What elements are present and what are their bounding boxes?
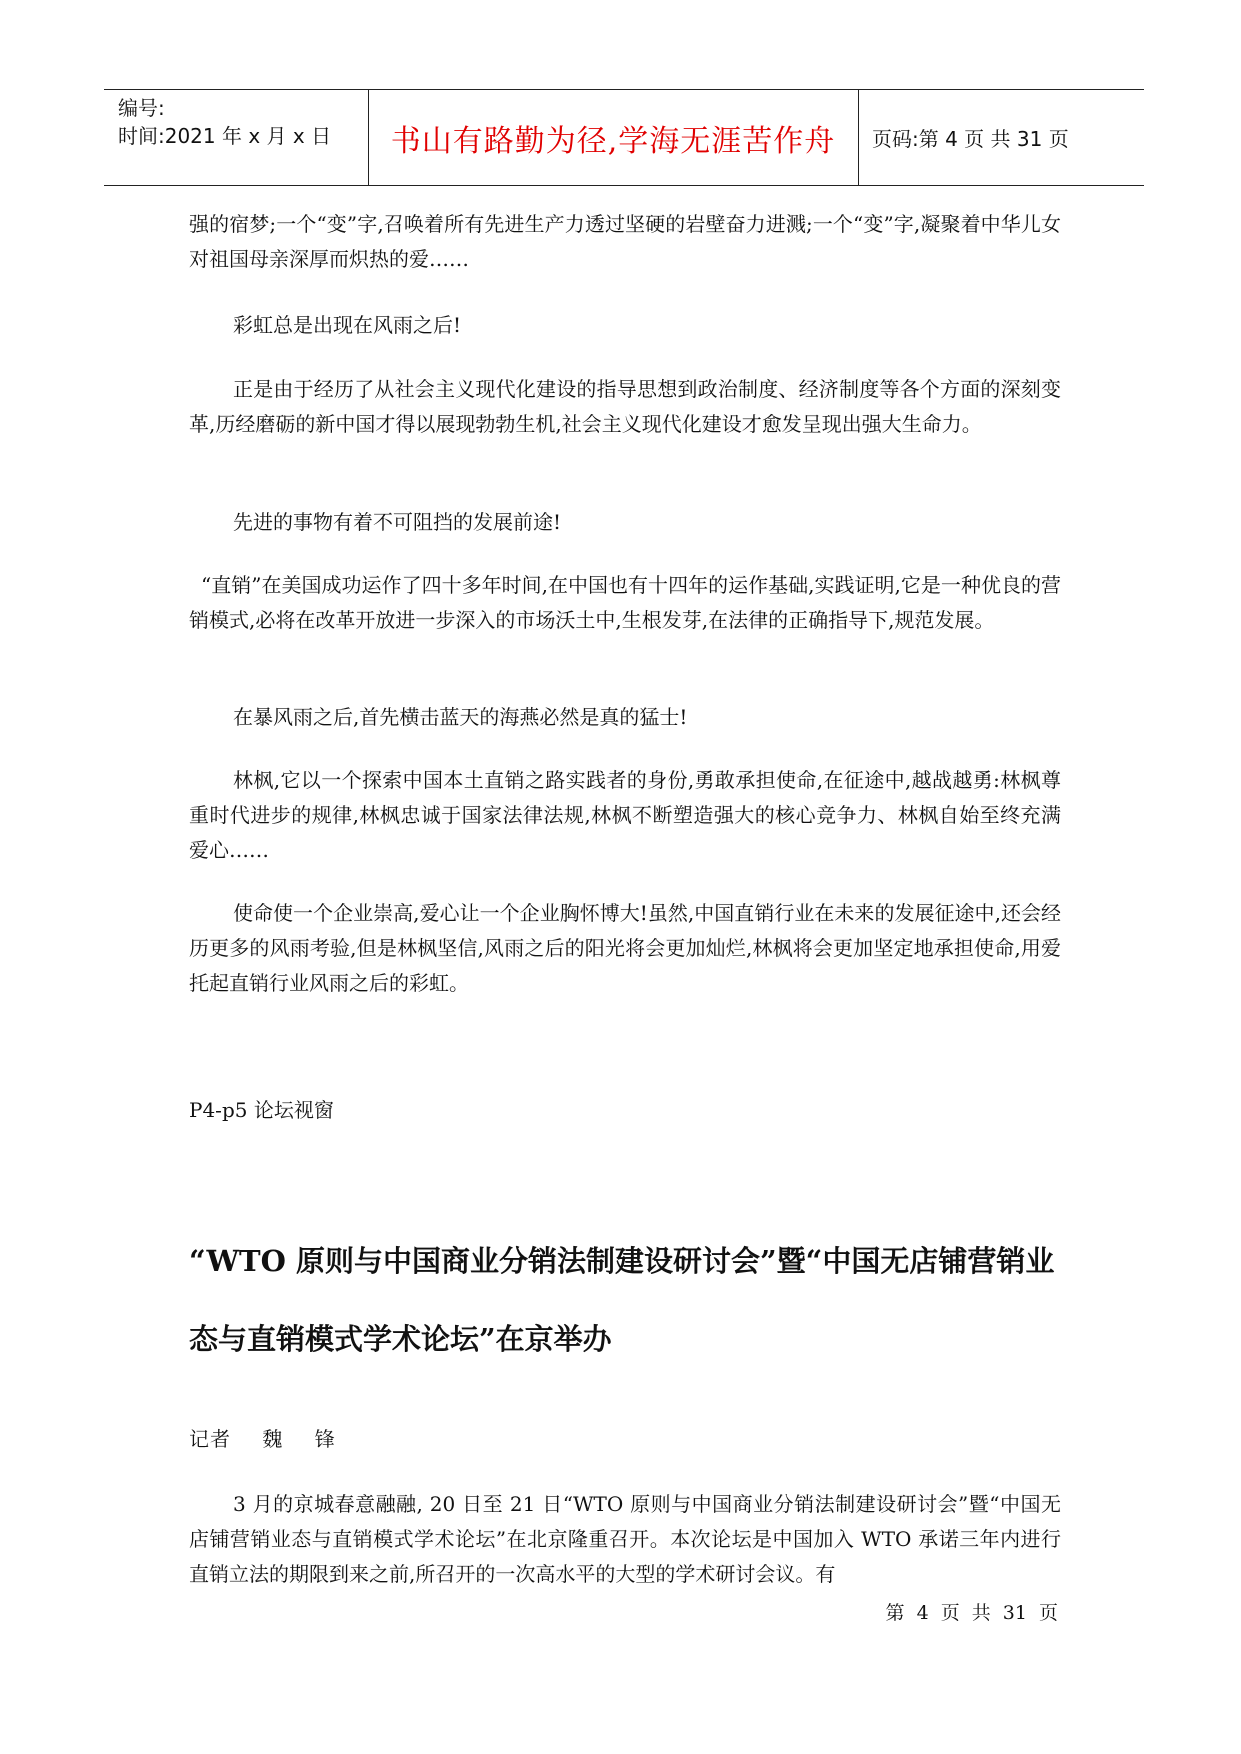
paragraph-3: 正是由于经历了从社会主义现代化建设的指导思想到政治制度、经济制度等各个方面的深刻变革,历经磨砺的新中国才得以展现勃勃生机,社会主义现代化建设才愈发呈现出强大生命力。 <box>189 377 1061 436</box>
byline <box>189 1423 360 1452</box>
byline-name-2: 锋 <box>314 1427 336 1451</box>
article-lead: 3 月的京城春意融融, 20 日至 21 日“WTO 原则与中国商业分销法制建设研讨会”暨“中国无店铺营销业态与直销模式学术论坛”在北京隆重召开。本次论坛是中国加入 WTO 承诺三年内进行直销立法的期限到来之前,所召开的一次高水平的大型的学术研讨会议。有 <box>189 1492 1061 1586</box>
byline-role: 记者 <box>189 1427 231 1451</box>
header-number-label: 编号: <box>118 96 165 120</box>
header-page-label: 页码:第 4 页 共 31 页 <box>872 127 1069 151</box>
paragraph-8: 使命使一个企业崇高,爱心让一个企业胸怀博大!虽然,中国直销行业在未来的发展征途中,还会经历更多的风雨考验,但是林枫坚信,风雨之后的阳光将会更加灿烂,林枫将会更加坚定地承担使命,用爱托起直销行业风雨之后的彩虹。 <box>189 901 1061 995</box>
page-footer: 第 4 页 共 31 页 <box>885 1602 1058 1624</box>
paragraph-5: “直销”在美国成功运作了四十多年时间,在中国也有十四年的运作基础,实践证明,它是一种优良的营销模式,必将在改革开放进一步深入的市场沃土中,生根发芽,在法律的正确指导下,规范发展。 <box>189 573 1061 632</box>
paragraph-2: 彩虹总是出现在风雨之后! <box>233 313 462 337</box>
article-title: “WTO 原则与中国商业分销法制建设研讨会”暨“中国无店铺营销业态与直销模式学术论坛”在京举办 <box>189 1244 1055 1356</box>
byline-name-1: 魏 <box>262 1427 284 1451</box>
header-meta <box>118 94 331 150</box>
paragraph-4: 先进的事物有着不可阻挡的发展前途! <box>233 510 562 534</box>
paragraph-7: 林枫,它以一个探索中国本土直销之路实践者的身份,勇敢承担使命,在征途中,越战越勇:林枫尊重时代进步的规律,林枫忠诚于国家法律法规,林枫不断塑造强大的核心竞争力、林枫自始至终充满爱心…… <box>189 768 1061 862</box>
document-header <box>104 89 1144 186</box>
paragraph-6: 在暴风雨之后,首先横击蓝天的海燕必然是真的猛士! <box>233 705 688 729</box>
header-time-label: 时间:2021 年 x 月 x 日 <box>118 124 332 148</box>
section-label: P4-p5 论坛视窗 <box>189 1098 334 1122</box>
paragraph-1: 强的宿梦;一个“变”字,召唤着所有先进生产力透过坚硬的岩壁奋力进溅;一个“变”字,凝聚着中华儿女对祖国母亲深厚而炽热的爱…… <box>189 212 1061 271</box>
header-motto: 书山有路勤为径,学海无涯苦作舟 <box>390 123 836 159</box>
header-divider-right <box>858 90 859 185</box>
